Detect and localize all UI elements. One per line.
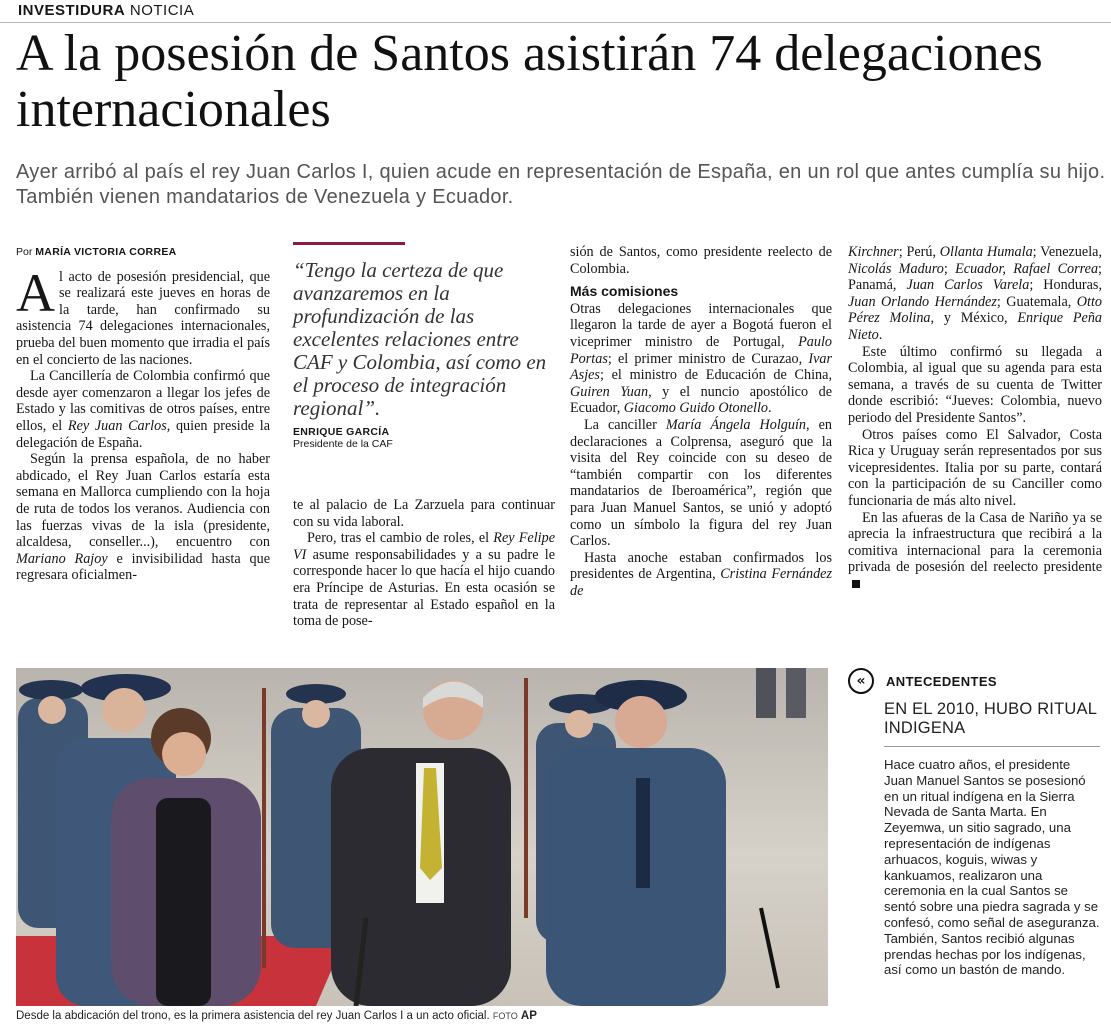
article-column-3 — [570, 244, 832, 599]
pull-quote — [293, 242, 555, 450]
paragraph: Pero, tras el cambio de roles, el Rey Felipe VI asume responsabilidades y a su padre le corresponde hacer lo que hacía el hijo cuando era Príncipe de Asturias. En esta ocasión se trata de representar al Estado español en la toma de pose- — [293, 530, 556, 630]
sidebar-body: Hace cuatro años, el presidente Juan Manuel Santos se posesionó en un ritual indígena en la Sierra Nevada de Santa Marta. En Zeyemwa, un sitio sagrado, una representación de indígenas arhuacos, koguis, wiwas y kankuamos, realizaron una ceremonia en la cual Santos se sentó sobre una piedra sagrada y se confesó, como señal de aseguranza. También, Santos recibió algunas prendas hechas por los indígenas, así como un bastón de mando. — [884, 757, 1100, 978]
pull-quote-author: ENRIQUE GARCÍA — [293, 426, 390, 438]
sidebar-rule — [884, 746, 1100, 747]
sidebar-title: EN EL 2010, HUBO RITUAL INDIGENA — [884, 700, 1097, 737]
article-column-1 — [16, 244, 270, 584]
sidebar-header — [848, 668, 1100, 694]
top-rule — [0, 22, 1111, 23]
byline-prefix: Por — [16, 246, 33, 258]
paragraph: Kirchner; Perú, Ollanta Humala; Venezuela, Nicolás Maduro; Ecuador, Rafael Correa; Panamá, Juan Carlos Varela; Honduras, Juan Orlando Hernández; Guatemala, Otto Pérez Molina, y México, Enrique Peña Nieto. — [848, 244, 1103, 343]
section-tag — [18, 2, 194, 19]
person-name: Rey Juan Carlos — [67, 417, 167, 434]
paragraph: La Cancillería de Colombia confirmó que desde ayer comenzaron a llegar los jefes de Estado y las comitivas de otros países, entre ellos, el Rey Juan Carlos, quien preside la delegación de España. — [16, 368, 270, 451]
paragraph: Al acto de posesión presidencial, que se realizará este jueves en horas de la tarde, han confirmado su asistencia 74 delegaciones internacionales, prueba del buen momento que irradia el país en el concierto de las naciones. — [16, 262, 270, 368]
caption-text: Desde la abdicación del trono, es la primera asistencia del rey Juan Carlos I a un acto oficial. — [16, 1010, 490, 1022]
paragraph: En las afueras de la Casa de Nariño ya se aprecia la infraestructura que recibirá a la comitiva internacional para la ceremonia privada de posesión del reelecto presidente — [848, 510, 1102, 593]
paragraph: sión de Santos, como presidente reelecto de Colombia. — [570, 244, 832, 277]
paragraph: Otros países como El Salvador, Costa Rica y Uruguay serán representados por sus vicepresidentes. Italia por su parte, contará con la participación de su Canciller como funcionaria de más alto nivel. — [848, 426, 1102, 509]
pull-quote-rule — [293, 242, 405, 245]
rewind-icon: « — [848, 668, 874, 694]
article-column-2 — [293, 497, 555, 630]
person-name: Rey Felipe VI — [293, 530, 556, 563]
paragraph: Según la prensa española, de no haber abdicado, el Rey Juan Carlos estaría esta semana en Mallorca cumpliendo con la hoja de ruta de todos los veranos. Audiencia con las fuerzas vivas de la isla (presidente, alcaldesa, conseller...), encuentro con Mariano Rajoy e invisibilidad hasta que regresara oficialmen- — [16, 451, 270, 584]
section-label: INVESTIDURA — [18, 2, 126, 19]
paragraph: te al palacio de La Zarzuela para continuar con su vida laboral. — [293, 497, 555, 530]
photo-credit-label: FOTO — [492, 1011, 518, 1021]
article-column-4 — [848, 244, 1102, 592]
pull-quote-role: Presidente de la CAF — [293, 438, 393, 450]
paragraph: Hasta anoche estaban confirmados los presidentes de Argentina, Cristina Fernández de — [570, 549, 833, 599]
deck: Ayer arribó al país el rey Juan Carlos I, quien acude en representación de España, en un rol que antes cumplía su hijo. También vienen mandatarios de Venezuela y Ecuador. — [16, 161, 1106, 208]
paragraph: Otras delegaciones internacionales que llegaron la tarde de ayer a Bogotá fueron el viceprimer ministro de Portugal, Paulo Portas; el primer ministro de Curazao, Ivar Asjes; el ministro de Educación de China, Guiren Yuan, y el nuncio apostólico de Ecuador, Giacomo Guido Otonello. — [570, 300, 832, 417]
person-name: Mariano Rajoy — [16, 550, 108, 567]
article-photo — [16, 668, 828, 1006]
drop-cap: A — [16, 262, 55, 323]
sidebar-label: ANTECEDENTES — [886, 673, 997, 689]
byline-author: MARÍA VICTORIA CORREA — [35, 246, 177, 258]
pull-quote-text: “Tengo la certeza de que avanzaremos en la profundización de las excelentes relaciones entre CAF y Colombia, así como en el proceso de integración regional”. — [293, 258, 547, 420]
subheading: Más comisiones — [570, 283, 679, 300]
photo-credit: AP — [520, 1010, 537, 1022]
end-mark-icon — [852, 580, 860, 588]
paragraph: Este último confirmó su llegada a Colombia, al igual que su agenda para esta semana, a través de su cuenta de Twitter donde escribió: “Jueves: Colombia, nuevo periodo del Presidente Santos”. — [848, 343, 1102, 426]
sidebar-antecedentes — [848, 668, 1100, 978]
headline: A la posesión de Santos asistirán 74 delegaciones internacionales — [16, 25, 1043, 138]
paragraph: La canciller María Ángela Holguín, en declaraciones a Colprensa, aseguró que la visita del Rey coincide con su deseo de “también compartir con los diferentes mandatarios de Iberoamérica”, región que para Juan Manuel Santos, se unió y adoptó como un símbolo la figura del rey Juan Carlos. — [570, 416, 832, 550]
photo-caption — [16, 1010, 828, 1022]
byline — [16, 244, 270, 261]
section-type: NOTICIA — [129, 2, 195, 19]
